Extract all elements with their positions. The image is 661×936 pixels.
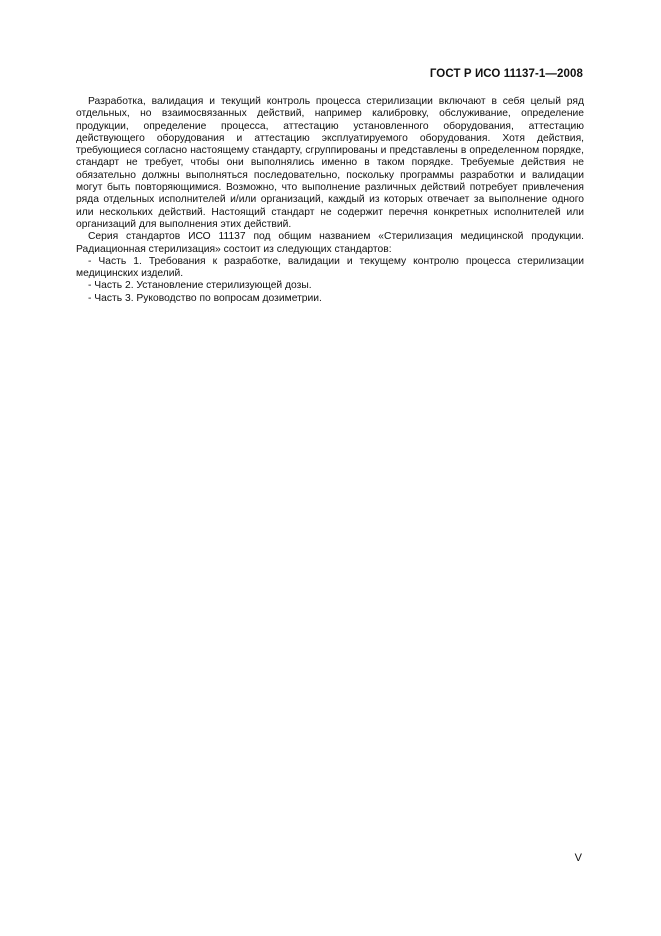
list-item: - Часть 2. Установление стерилизующей дозы. <box>88 280 312 292</box>
paragraph: Серия стандартов ИСО 11137 под общим названием «Стерилизация медицинской продукции. Радиационная стерилизация» состоит из следующих стандартов: <box>76 231 584 255</box>
page-number: V <box>574 852 582 864</box>
list-item: - Часть 1. Требования к разработке, валидации и текущему контролю процесса стерилизации медицинских изделий. <box>76 255 584 280</box>
list-item: - Часть 3. Руководство по вопросам дозиметрии. <box>88 292 322 304</box>
paragraph: Разработка, валидация и текущий контроль процесса стерилизации включают в себя целый ряд отдельных, но взаимосвязанных действий, например калибровку, обслуживание, определение продукции, определение процесса, аттестацию установленного оборудования, аттестацию действующего оборудования и аттестацию эксплуатируемого оборудования. Хотя действия, требующиеся согласно настоящему стандарту, сгруппированы и представлены в определенном порядке, стандарт не требует, чтобы они выполнялись именно в таком порядке. Требуемые действия не обязательно должны выполняться последовательно, поскольку программы разработки и валидации могут быть повторяющимися. Возможно, что выполнение различных действий потребует привлечения ряда отдельных исполнителей и/или организаций, каждый из которых отвечает за выполнение одного или нескольких действий. Настоящий стандарт не содержит перечня конкретных исполнителей или организаций для выполнения этих действий. <box>76 96 584 230</box>
standard-designation: ГОСТ Р ИСО 11137-1—2008 <box>429 68 583 80</box>
body-text <box>76 96 584 305</box>
